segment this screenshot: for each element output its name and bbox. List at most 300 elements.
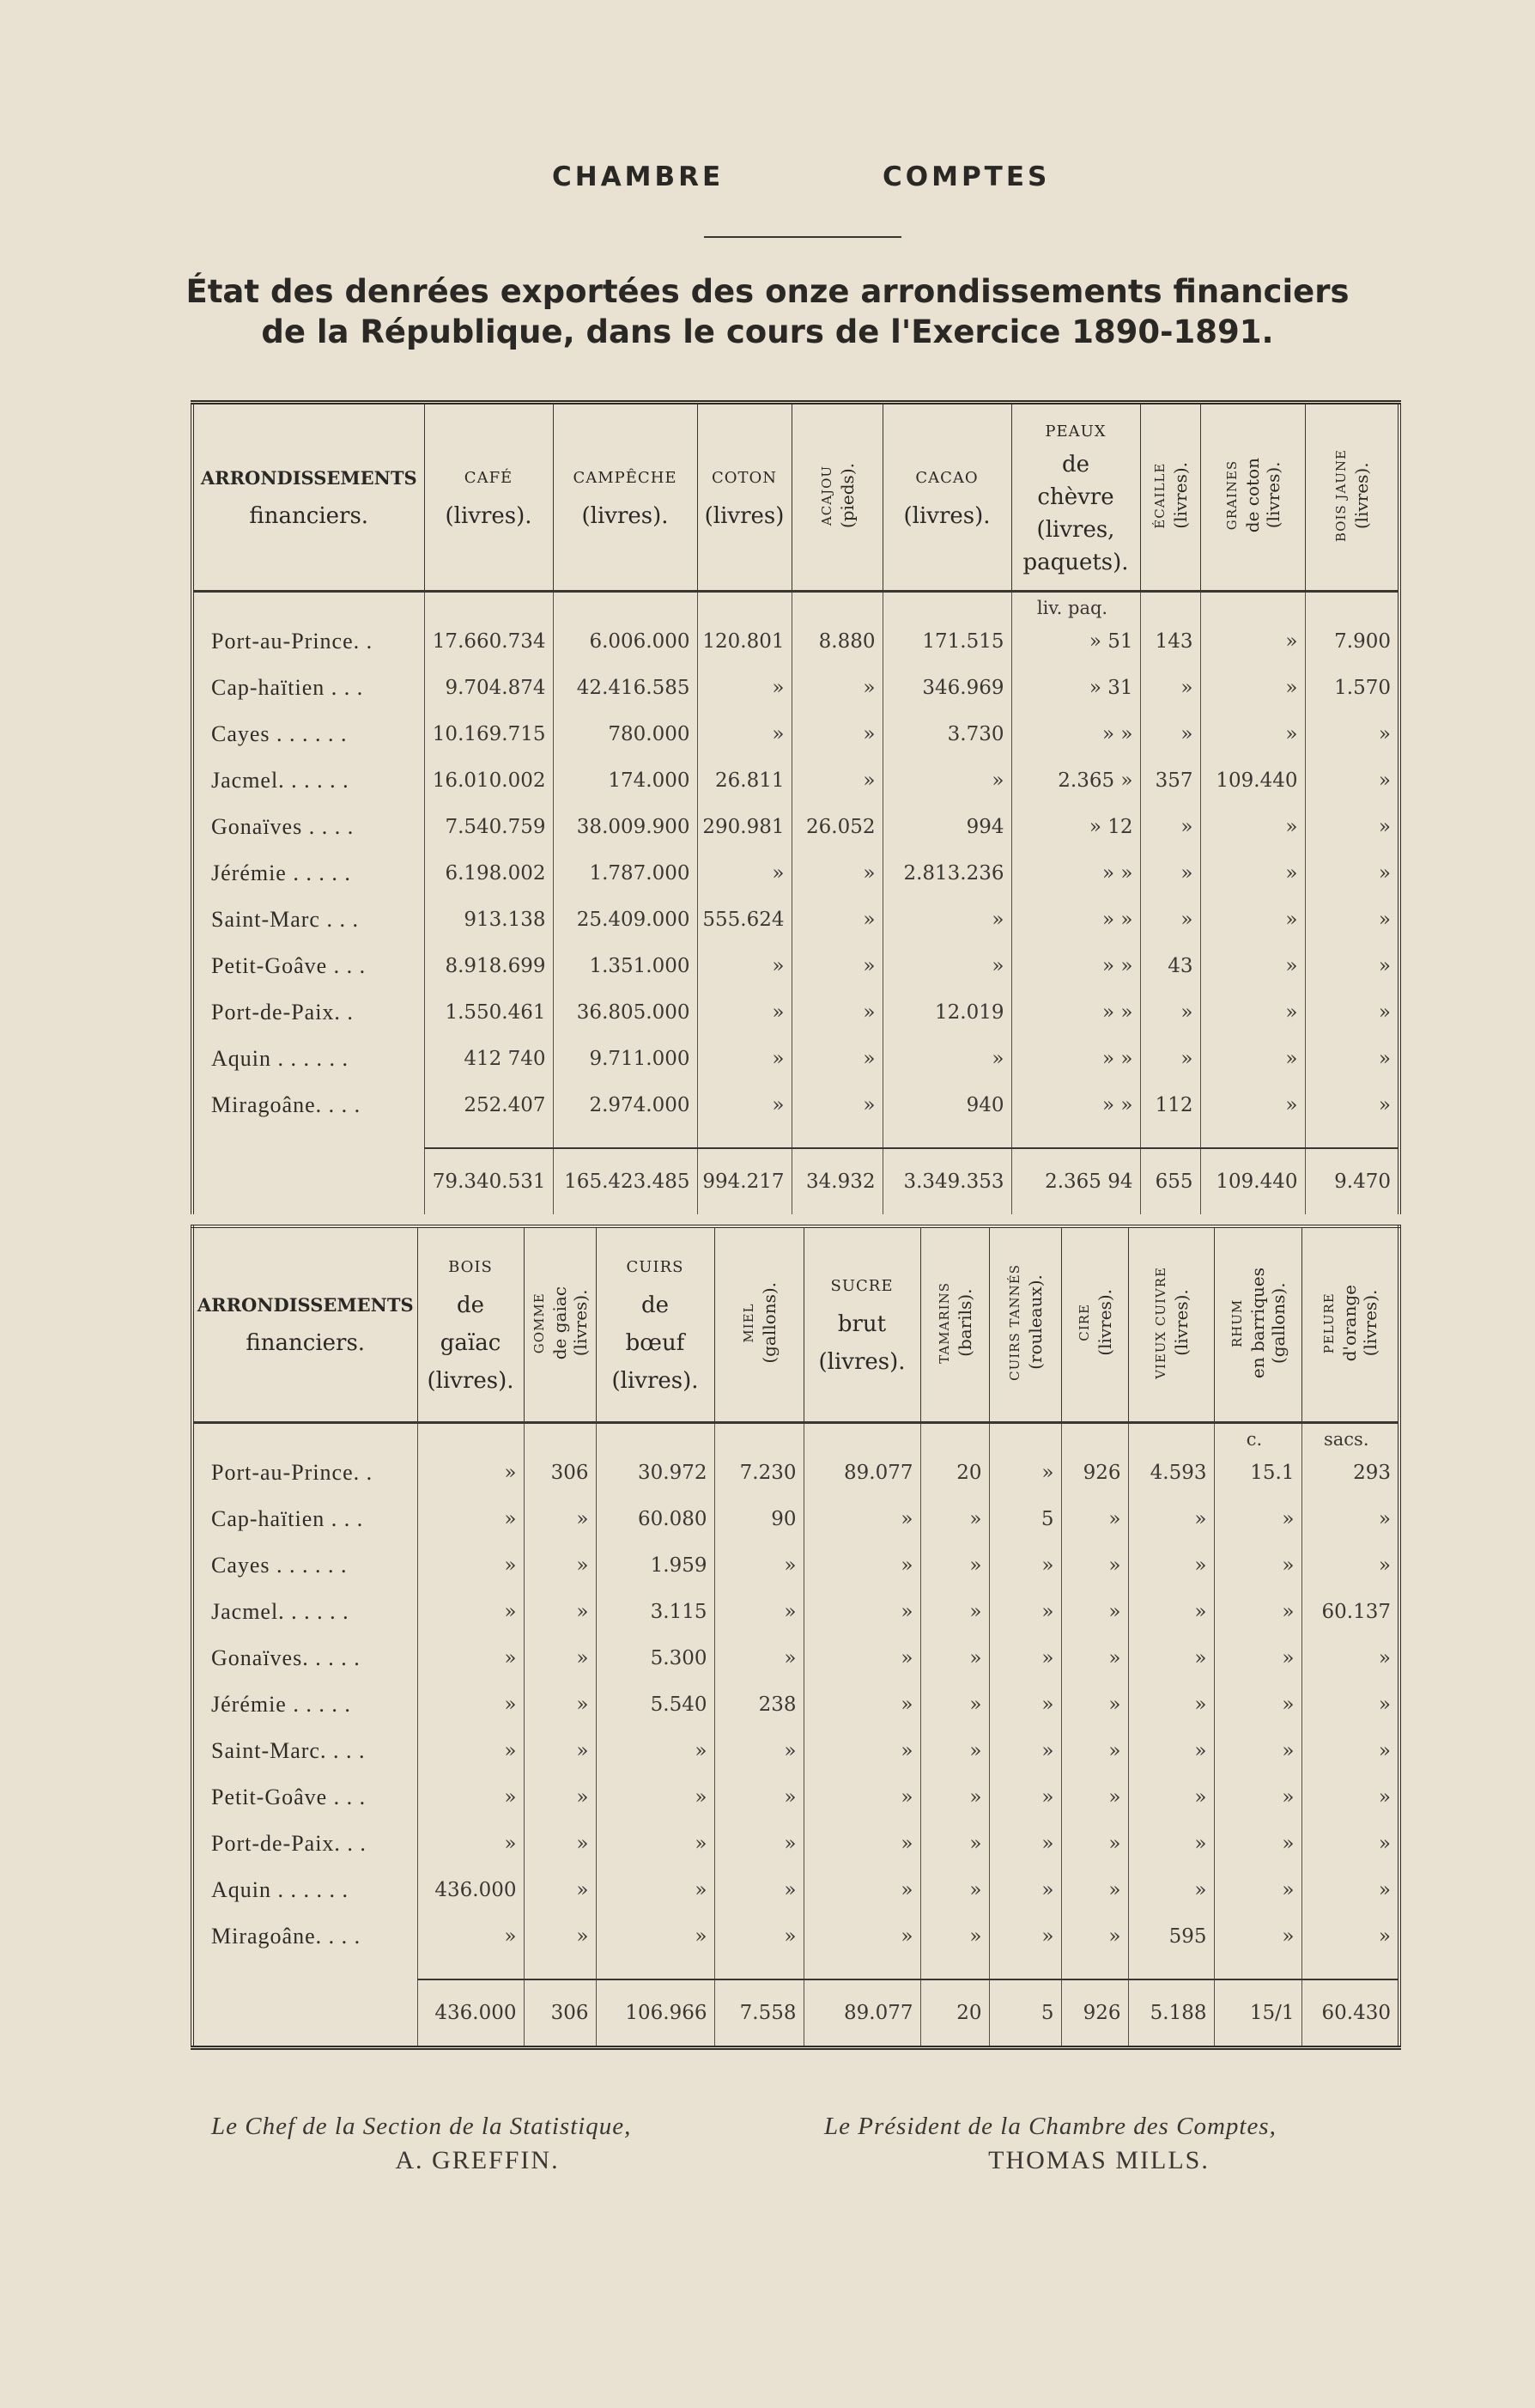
- cell-ecaille: 357: [1140, 757, 1200, 804]
- cell-peaux: » »: [1011, 943, 1140, 989]
- cell-cafe: 252.407: [424, 1082, 553, 1128]
- col-gomme: GOMME de gaiac (livres).: [524, 1226, 596, 1422]
- unit-peaux: liv. paq.: [1011, 592, 1140, 619]
- cell-cuivre: »: [1128, 1542, 1214, 1589]
- row-name: Jacmel. . . . . .: [192, 1589, 417, 1635]
- cell-cacao: 2.813.236: [883, 850, 1011, 897]
- cell-gaiac: »: [417, 1774, 524, 1821]
- cell-bois: »: [1378, 909, 1391, 931]
- cell-tamarins: »: [920, 1635, 989, 1681]
- total-acajou: 34.932: [792, 1148, 883, 1214]
- cell-tamarins: »: [920, 1913, 989, 1960]
- total-ecaille: 655: [1140, 1148, 1200, 1214]
- cell-cire: »: [1061, 1728, 1128, 1774]
- cell-cire: »: [1061, 1867, 1128, 1913]
- cell-cuivre: »: [1128, 1635, 1214, 1681]
- cell-acajou: »: [792, 1036, 883, 1082]
- cell-tamarins: »: [920, 1728, 989, 1774]
- cell-miel: 90: [714, 1496, 804, 1542]
- cell-miel: »: [714, 1728, 804, 1774]
- cell-gaiac: »: [417, 1821, 524, 1867]
- cell-cuirs: »: [596, 1774, 714, 1821]
- cell-cire: »: [1061, 1774, 1128, 1821]
- cell-sucre: »: [804, 1589, 920, 1635]
- cell-cafe: 913.138: [424, 897, 553, 943]
- cell-tamarins: »: [920, 1681, 989, 1728]
- row-name: Gonaïves. . . . .: [192, 1635, 417, 1681]
- cell-rhum: »: [1214, 1774, 1301, 1821]
- table-row: [192, 897, 1399, 943]
- cell-graines: 109.440: [1200, 757, 1305, 804]
- cell-tannes: »: [989, 1774, 1061, 1821]
- spacer-row: [192, 1960, 1399, 1979]
- total-graines: 109.440: [1200, 1148, 1305, 1214]
- cell-tamarins: 20: [920, 1450, 989, 1496]
- cell-coton: »: [697, 1082, 792, 1128]
- cell-graines: »: [1200, 711, 1305, 757]
- col-cire: CIRE (livres).: [1061, 1226, 1128, 1422]
- cell-cuivre: »: [1128, 1821, 1214, 1867]
- col-sucre: SUCRE brut (livres).: [804, 1226, 920, 1422]
- total-cuirs: 106.966: [596, 1979, 714, 2048]
- cell-cuivre: »: [1128, 1681, 1214, 1728]
- table-row: [192, 1450, 1399, 1496]
- table-row: [192, 1635, 1399, 1681]
- cell-pelure: »: [1378, 1739, 1391, 1762]
- cell-cacao: 994: [883, 804, 1011, 850]
- cell-cafe: 412 740: [424, 1036, 553, 1082]
- cell-peaux: » »: [1011, 711, 1140, 757]
- col-campeche: CAMPÊCHE (livres).: [553, 403, 697, 592]
- cell-cacao: 12.019: [883, 989, 1011, 1036]
- total-pelure: 60.430: [1301, 1979, 1399, 2048]
- signature-left: [211, 2113, 743, 2175]
- cell-campeche: 42.416.585: [553, 665, 697, 711]
- cell-cafe: 8.918.699: [424, 943, 553, 989]
- table-row: [192, 804, 1399, 850]
- cell-peaux: » »: [1011, 1082, 1140, 1128]
- total-cire: 926: [1061, 1979, 1128, 2048]
- total-tannes: 5: [989, 1979, 1061, 2048]
- cell-graines: »: [1200, 618, 1305, 665]
- col-vieux-cuivre: VIEUX CUIVRE (livres).: [1128, 1226, 1214, 1422]
- cell-gomme: »: [524, 1681, 596, 1728]
- cell-peaux: » 31: [1011, 665, 1140, 711]
- cell-tannes: »: [989, 1450, 1061, 1496]
- cell-coton: 290.981: [697, 804, 792, 850]
- cell-acajou: »: [792, 850, 883, 897]
- cell-graines: »: [1200, 850, 1305, 897]
- cell-pelure: 60.137: [1321, 1600, 1391, 1623]
- cell-cuivre: »: [1128, 1867, 1214, 1913]
- cell-pelure: »: [1378, 1507, 1391, 1530]
- cell-cuirs: »: [596, 1728, 714, 1774]
- cell-rhum: »: [1214, 1589, 1301, 1635]
- cell-campeche: 1.351.000: [553, 943, 697, 989]
- table-row: [192, 1589, 1399, 1635]
- table-row: [192, 1821, 1399, 1867]
- cell-coton: »: [697, 665, 792, 711]
- table-row: [192, 943, 1399, 989]
- cell-bois: »: [1378, 769, 1391, 792]
- cell-acajou: »: [792, 711, 883, 757]
- title-line-1: État des denrées exportées des onze arrondissements financiers: [185, 273, 1350, 310]
- signature-left-name: A. GREFFIN.: [395, 2146, 560, 2174]
- cell-cuivre: 595: [1128, 1913, 1214, 1960]
- cell-coton: »: [697, 850, 792, 897]
- cell-campeche: 174.000: [553, 757, 697, 804]
- cell-tamarins: »: [920, 1542, 989, 1589]
- cell-gaiac: »: [417, 1913, 524, 1960]
- cell-graines: »: [1200, 1082, 1305, 1128]
- cell-ecaille: »: [1140, 850, 1200, 897]
- cell-campeche: 2.974.000: [553, 1082, 697, 1128]
- cell-cacao: »: [883, 1036, 1011, 1082]
- cell-pelure: »: [1378, 1693, 1391, 1716]
- cell-gomme: 306: [524, 1450, 596, 1496]
- cell-cuirs: 5.540: [596, 1681, 714, 1728]
- row-name: Port-de-Paix. . .: [192, 1821, 417, 1867]
- document-title: [172, 271, 1363, 352]
- cell-rhum: 15.1: [1214, 1450, 1301, 1496]
- cell-campeche: 25.409.000: [553, 897, 697, 943]
- cell-cuirs: 30.972: [596, 1450, 714, 1496]
- total-cacao: 3.349.353: [883, 1148, 1011, 1214]
- cell-gaiac: 436.000: [417, 1867, 524, 1913]
- signature-right-role: Le Président de la Chambre des Comptes,: [824, 2113, 1277, 2140]
- total-cafe: 79.340.531: [424, 1148, 553, 1214]
- row-name: Miragoâne. . . .: [192, 1913, 417, 1960]
- row-name: Port-de-Paix. .: [192, 989, 424, 1036]
- cell-campeche: 780.000: [553, 711, 697, 757]
- cell-rhum: »: [1214, 1867, 1301, 1913]
- cell-cuirs: 5.300: [596, 1635, 714, 1681]
- cell-gaiac: »: [417, 1681, 524, 1728]
- unit-pelure: sacs.: [1323, 1428, 1369, 1450]
- cell-sucre: 89.077: [804, 1450, 920, 1496]
- row-name: Petit-Goâve . . .: [192, 943, 424, 989]
- table-row: [192, 989, 1399, 1036]
- cell-gomme: »: [524, 1635, 596, 1681]
- header-left-word: CHAMBRE: [552, 161, 725, 192]
- cell-cuirs: »: [596, 1821, 714, 1867]
- cell-cafe: 6.198.002: [424, 850, 553, 897]
- row-name: Aquin . . . . . .: [192, 1036, 424, 1082]
- table-row: [192, 1542, 1399, 1589]
- total-tamarins: 20: [920, 1979, 989, 2048]
- table-row: [192, 1867, 1399, 1913]
- exports-table-2: [191, 1225, 1401, 2050]
- table-row: [192, 1728, 1399, 1774]
- cell-pelure: »: [1378, 1832, 1391, 1855]
- cell-miel: 7.230: [714, 1450, 804, 1496]
- cell-cuivre: »: [1128, 1496, 1214, 1542]
- signature-left-role: Le Chef de la Section de la Statistique,: [211, 2113, 632, 2140]
- cell-coton: 120.801: [697, 618, 792, 665]
- cell-pelure: »: [1378, 1646, 1391, 1669]
- cell-tamarins: »: [920, 1496, 989, 1542]
- cell-sucre: »: [804, 1774, 920, 1821]
- cell-cire: »: [1061, 1913, 1128, 1960]
- cell-cafe: 16.010.002: [424, 757, 553, 804]
- row-name: Jacmel. . . . . .: [192, 757, 424, 804]
- cell-cacao: 346.969: [883, 665, 1011, 711]
- cell-tannes: »: [989, 1681, 1061, 1728]
- cell-gaiac: »: [417, 1496, 524, 1542]
- cell-cuirs: »: [596, 1867, 714, 1913]
- cell-cafe: 1.550.461: [424, 989, 553, 1036]
- row-name: Jérémie . . . . .: [192, 850, 424, 897]
- spacer-row: [192, 1128, 1399, 1148]
- cell-cuivre: »: [1128, 1589, 1214, 1635]
- cell-cire: »: [1061, 1542, 1128, 1589]
- cell-graines: »: [1200, 665, 1305, 711]
- row-name: Miragoâne. . . .: [192, 1082, 424, 1128]
- cell-graines: »: [1200, 804, 1305, 850]
- cell-miel: »: [714, 1542, 804, 1589]
- cell-rhum: »: [1214, 1542, 1301, 1589]
- row-name: Cayes . . . . . .: [192, 711, 424, 757]
- total-gomme: 306: [524, 1979, 596, 2048]
- cell-gomme: »: [524, 1774, 596, 1821]
- cell-cafe: 17.660.734: [424, 618, 553, 665]
- cell-ecaille: »: [1140, 1036, 1200, 1082]
- table-row: [192, 850, 1399, 897]
- row-name: Saint-Marc . . .: [192, 897, 424, 943]
- cell-gomme: »: [524, 1913, 596, 1960]
- cell-cire: »: [1061, 1635, 1128, 1681]
- table-row: [192, 1496, 1399, 1542]
- cell-pelure: »: [1378, 1785, 1391, 1809]
- cell-bois: »: [1378, 862, 1391, 885]
- cell-ecaille: »: [1140, 897, 1200, 943]
- cell-campeche: 6.006.000: [553, 618, 697, 665]
- row-name: Aquin . . . . . .: [192, 1867, 417, 1913]
- col-bois-gaiac: BOIS de gaïac (livres).: [417, 1226, 524, 1422]
- units-row-2: [192, 1422, 1399, 1450]
- col-pelure: PELURE d'orange (livres).: [1301, 1226, 1399, 1422]
- col-coton: COTON (livres): [697, 403, 792, 592]
- cell-acajou: 8.880: [792, 618, 883, 665]
- total-cuivre: 5.188: [1128, 1979, 1214, 2048]
- cell-cafe: 10.169.715: [424, 711, 553, 757]
- cell-acajou: »: [792, 665, 883, 711]
- cell-rhum: »: [1214, 1681, 1301, 1728]
- cell-gomme: »: [524, 1821, 596, 1867]
- totals-row: [192, 1979, 1399, 2048]
- cell-coton: »: [697, 943, 792, 989]
- cell-tannes: »: [989, 1635, 1061, 1681]
- cell-cire: »: [1061, 1496, 1128, 1542]
- cell-cuirs: 3.115: [596, 1589, 714, 1635]
- cell-cacao: »: [883, 943, 1011, 989]
- row-name: Gonaïves . . . .: [192, 804, 424, 850]
- cell-ecaille: 112: [1140, 1082, 1200, 1128]
- col-arrondissements: ARRONDISSEMENTS financiers.: [192, 403, 424, 592]
- total-coton: 994.217: [697, 1148, 792, 1214]
- col-peaux: PEAUX de chèvre (livres, paquets).: [1011, 403, 1140, 592]
- cell-tannes: »: [989, 1821, 1061, 1867]
- cell-sucre: »: [804, 1913, 920, 1960]
- cell-cire: »: [1061, 1821, 1128, 1867]
- cell-miel: »: [714, 1913, 804, 1960]
- cell-coton: »: [697, 711, 792, 757]
- row-name: Port-au-Prince. .: [192, 1450, 417, 1496]
- cell-miel: »: [714, 1867, 804, 1913]
- cell-rhum: »: [1214, 1728, 1301, 1774]
- cell-acajou: »: [792, 757, 883, 804]
- row-name: Port-au-Prince. .: [192, 618, 424, 665]
- cell-peaux: » »: [1011, 1036, 1140, 1082]
- col-acajou: ACAJOU (pieds).: [792, 403, 883, 592]
- row-name: Jérémie . . . . .: [192, 1681, 417, 1728]
- cell-gomme: »: [524, 1589, 596, 1635]
- cell-tamarins: »: [920, 1774, 989, 1821]
- cell-tamarins: »: [920, 1821, 989, 1867]
- cell-peaux: » »: [1011, 850, 1140, 897]
- cell-peaux: » 12: [1011, 804, 1140, 850]
- cell-miel: »: [714, 1821, 804, 1867]
- cell-tannes: 5: [989, 1496, 1061, 1542]
- cell-ecaille: »: [1140, 804, 1200, 850]
- cell-cuivre: 4.593: [1128, 1450, 1214, 1496]
- col-cuirs: CUIRS de bœuf (livres).: [596, 1226, 714, 1422]
- total-sucre: 89.077: [804, 1979, 920, 2048]
- table-row: [192, 1774, 1399, 1821]
- table-row: [192, 1036, 1399, 1082]
- cell-ecaille: 143: [1140, 618, 1200, 665]
- cell-sucre: »: [804, 1867, 920, 1913]
- cell-ecaille: »: [1140, 665, 1200, 711]
- col-rhum: RHUM en barriques (gallons).: [1214, 1226, 1301, 1422]
- cell-miel: 238: [714, 1681, 804, 1728]
- cell-bois: »: [1378, 1001, 1391, 1024]
- header-right-word: COMPTES: [883, 161, 1051, 192]
- cell-graines: »: [1200, 1036, 1305, 1082]
- cell-coton: 26.811: [697, 757, 792, 804]
- total-campeche: 165.423.485: [553, 1148, 697, 1214]
- cell-tamarins: »: [920, 1867, 989, 1913]
- row-name: Cayes . . . . . .: [192, 1542, 417, 1589]
- cell-rhum: »: [1214, 1821, 1301, 1867]
- cell-acajou: »: [792, 943, 883, 989]
- cell-rhum: »: [1214, 1635, 1301, 1681]
- table-row: [192, 757, 1399, 804]
- cell-coton: 555.624: [697, 897, 792, 943]
- total-bois: 9.470: [1305, 1148, 1399, 1214]
- cell-sucre: »: [804, 1681, 920, 1728]
- cell-campeche: 9.711.000: [553, 1036, 697, 1082]
- cell-acajou: »: [792, 1082, 883, 1128]
- cell-tamarins: »: [920, 1589, 989, 1635]
- cell-gaiac: »: [417, 1542, 524, 1589]
- col-ecaille: ÉCAILLE (livres).: [1140, 403, 1200, 592]
- cell-acajou: »: [792, 897, 883, 943]
- cell-bois: »: [1378, 1048, 1391, 1070]
- table-row: [192, 665, 1399, 711]
- cell-gomme: »: [524, 1496, 596, 1542]
- cell-rhum: »: [1214, 1913, 1301, 1960]
- cell-peaux: » »: [1011, 897, 1140, 943]
- col-cafe: CAFÉ (livres).: [424, 403, 553, 592]
- cell-bois: 7.900: [1334, 630, 1391, 653]
- cell-cacao: »: [883, 897, 1011, 943]
- row-name: Saint-Marc. . . .: [192, 1728, 417, 1774]
- cell-gaiac: »: [417, 1728, 524, 1774]
- col-bois-jaune: BOIS JAUNE (livres).: [1305, 403, 1399, 592]
- cell-pelure: »: [1378, 1925, 1391, 1948]
- cell-cafe: 9.704.874: [424, 665, 553, 711]
- cell-bois: »: [1378, 955, 1391, 977]
- cell-ecaille: »: [1140, 989, 1200, 1036]
- col-cuirs-tannes: CUIRS TANNÉS (rouleaux).: [989, 1226, 1061, 1422]
- cell-rhum: »: [1214, 1496, 1301, 1542]
- cell-miel: »: [714, 1589, 804, 1635]
- cell-cire: »: [1061, 1589, 1128, 1635]
- total-gaiac: 436.000: [417, 1979, 524, 2048]
- cell-peaux: » »: [1011, 989, 1140, 1036]
- cell-coton: »: [697, 989, 792, 1036]
- title-line-2: de la République, dans le cours de l'Exercice 1890-1891.: [261, 313, 1274, 350]
- totals-row: [192, 1148, 1399, 1214]
- cell-sucre: »: [804, 1542, 920, 1589]
- cell-gaiac: »: [417, 1635, 524, 1681]
- row-name: Petit-Goâve . . .: [192, 1774, 417, 1821]
- col-graines: GRAINES de coton (livres).: [1200, 403, 1305, 592]
- cell-coton: »: [697, 1036, 792, 1082]
- cell-cacao: 171.515: [883, 618, 1011, 665]
- table-row: [192, 1082, 1399, 1128]
- cell-tannes: »: [989, 1542, 1061, 1589]
- cell-tannes: »: [989, 1728, 1061, 1774]
- row-name: Cap-haïtien . . .: [192, 665, 424, 711]
- exports-table-1: [191, 400, 1401, 1214]
- cell-pelure: 293: [1353, 1461, 1391, 1484]
- col-arrondissements-2: ARRONDISSEMENTS financiers.: [192, 1226, 417, 1422]
- col-tamarins: TAMARINS (barils).: [920, 1226, 989, 1422]
- cell-sucre: »: [804, 1496, 920, 1542]
- cell-campeche: 38.009.900: [553, 804, 697, 850]
- cell-gaiac: »: [417, 1589, 524, 1635]
- signature-right: [824, 2113, 1374, 2175]
- signature-right-name: THOMAS MILLS.: [988, 2146, 1210, 2174]
- cell-gomme: »: [524, 1542, 596, 1589]
- cell-peaux: » 51: [1011, 618, 1140, 665]
- cell-acajou: 26.052: [792, 804, 883, 850]
- cell-gomme: »: [524, 1728, 596, 1774]
- cell-gaiac: »: [417, 1450, 524, 1496]
- cell-cacao: 3.730: [883, 711, 1011, 757]
- cell-tannes: »: [989, 1913, 1061, 1960]
- row-name: Cap-haïtien . . .: [192, 1496, 417, 1542]
- cell-cuirs: »: [596, 1913, 714, 1960]
- table-row: [192, 1913, 1399, 1960]
- cell-ecaille: 43: [1140, 943, 1200, 989]
- cell-bois: »: [1378, 1094, 1391, 1116]
- cell-pelure: »: [1378, 1554, 1391, 1577]
- page-header: [0, 161, 1535, 196]
- cell-acajou: »: [792, 989, 883, 1036]
- cell-cacao: »: [883, 757, 1011, 804]
- cell-peaux: 2.365 »: [1011, 757, 1140, 804]
- cell-cire: »: [1061, 1681, 1128, 1728]
- cell-sucre: »: [804, 1728, 920, 1774]
- header-rule: [704, 236, 901, 238]
- cell-campeche: 36.805.000: [553, 989, 697, 1036]
- cell-cuirs: 1.959: [596, 1542, 714, 1589]
- col-cacao: CACAO (livres).: [883, 403, 1011, 592]
- cell-bois: »: [1378, 723, 1391, 745]
